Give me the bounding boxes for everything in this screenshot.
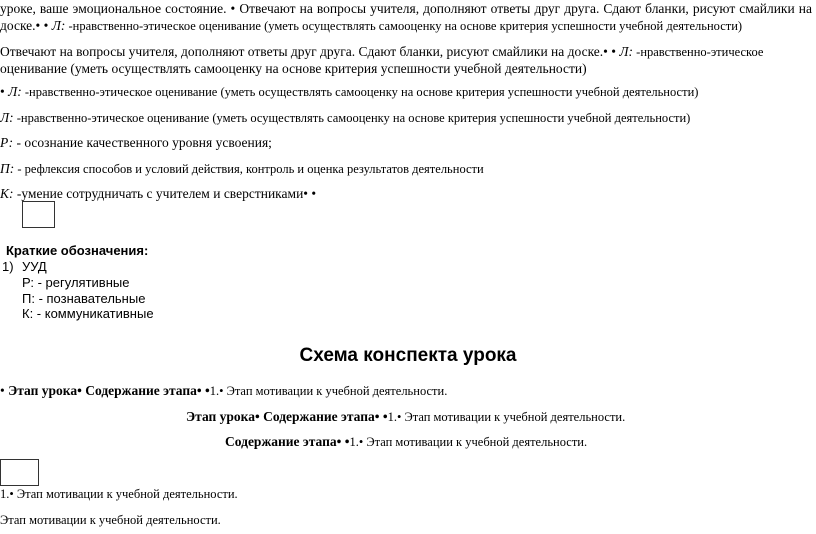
legend-item-number: 1) xyxy=(2,259,14,274)
empty-frame-2 xyxy=(0,459,39,486)
schema-line-3: Содержание этапа• •1.• Этап мотивации к учебной деятельности. xyxy=(225,434,588,449)
schema-line-1: • Этап урока• Содержание этапа• •1.• Этап мотивации к учебной деятельности. xyxy=(0,383,448,398)
legend-entry-communicative: К: - коммуникативные xyxy=(22,306,154,321)
paragraph-5: Р: - осознание качественного уровня усвоения; xyxy=(0,135,272,150)
paragraph-3: • Л: -нравственно-этическое оценивание (уметь осуществлять самооценку на основе критерия успешности учебной деятельности) xyxy=(0,84,699,99)
paragraph-4: Л: -нравственно-этическое оценивание (уметь осуществлять самооценку на основе критерия успешности учебной деятельности) xyxy=(0,110,691,125)
schema-line-4: 1.• Этап мотивации к учебной деятельности. xyxy=(0,487,238,501)
schema-line-5: Этап мотивации к учебной деятельности. xyxy=(0,513,221,527)
legend-entry-regulative: Р: - регулятивные xyxy=(22,275,130,290)
paragraph-7: К: -умение сотрудничать с учителем и сверстниками• • xyxy=(0,186,317,201)
paragraph-2-line-2: оценивание (уметь осуществлять самооценку на основе критерия успешности учебной деятельности) xyxy=(0,61,587,76)
paragraph-6: П: - рефлексия способов и условий действия, контроль и оценка результатов деятельности xyxy=(0,161,484,176)
paragraph-1-line-2: доске.• • Л: -нравственно-этическое оценивание (уметь осуществлять самооценку на основе критерия успешности учебной деятельности) xyxy=(0,18,743,33)
schema-line-2: Этап урока• Содержание этапа• •1.• Этап мотивации к учебной деятельности. xyxy=(186,409,626,424)
paragraph-1-line-1: уроке, ваше эмоциональное состояние. • Отвечают на вопросы учителя, дополняют ответы друг друга. Сдают бланки, рисуют смайлики на xyxy=(0,1,812,16)
legend-heading: Краткие обозначения: xyxy=(6,243,149,258)
legend-entry-cognitive: П: - познавательные xyxy=(22,291,146,306)
paragraph-2-line-1: Отвечают на вопросы учителя, дополняют ответы друг друга. Сдают бланки, рисуют смайлики на доске.• • Л: -нравственно-этическое xyxy=(0,44,764,59)
legend-item-title: УУД xyxy=(22,259,47,274)
empty-frame xyxy=(22,201,55,228)
schema-title: Схема конспекта урока xyxy=(299,345,517,366)
